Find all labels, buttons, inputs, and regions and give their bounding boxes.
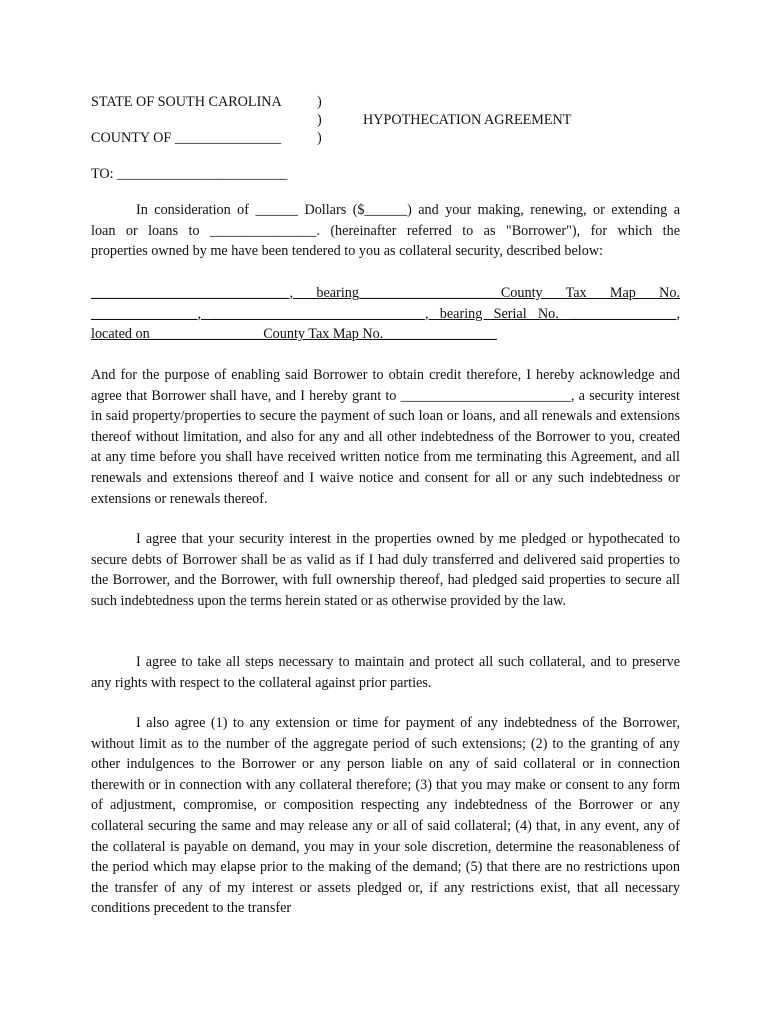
consideration-paragraph (91, 200, 680, 262)
property-description (91, 283, 680, 345)
caption-paren: ) (317, 94, 322, 110)
property-line: located on________________County Tax Map No.________________ (91, 326, 497, 343)
paragraph-agreements: I also agree (1) to any extension or time for payment of any indebtedness of the Borrower, without limit as to the number of the aggregate period of such extensions; (2) to the granting of any other indulgences to the Borrower or any person liable on any of said collateral or in connection therewith or in connection with any collateral therefore; (3) that you may make or consent to any form of adjustment, compromise, or composition respecting any indebtedness of the Borrower or any collateral securing the same and may release any or all of said collateral; (4) that, in any event, any of the collateral is payable on demand, you may in your sole discretion, determine the reasonableness of the period which may elapse prior to the making of the demand; (5) that there are no restrictions upon the transfer of any of my interest or assets pledged or, if any restrictions exist, that all necessary conditions precedent to the transfer (91, 715, 680, 917)
caption-paren: ) (317, 130, 322, 146)
to-line: TO: ________________________ (91, 166, 288, 182)
document-title: HYPOTHECATION AGREEMENT (363, 112, 572, 128)
property-line: ____________________________, bearing____________________County Tax Map No. (91, 285, 680, 301)
consideration-line: properties owned by me have been tendered to you as collateral security, described below: (91, 243, 604, 260)
consideration-line: In consideration of ______ Dollars ($______) and your making, renewing, or extending a (136, 202, 680, 218)
caption-paren: ) (317, 112, 322, 128)
consideration-line: loan or loans to _______________. (hereinafter referred to as "Borrower"), for which the (91, 222, 680, 239)
paragraph-maintain-collateral: I agree to take all steps necessary to maintain and protect all such collateral, and to preserve any rights with respect to the collateral against prior parties. (91, 654, 680, 691)
paragraph-security-interest: And for the purpose of enabling said Borrower to obtain credit therefore, I hereby acknowledge and agree that Borrower shall have, and I hereby grant to ________________________, a security interest in said property/properties to secure the payment of such loan or loans, and all renewals and extensions thereof without limitation, and also for any and all other indebtedness of the Borrower to you, created at any time before you shall have received written notice from me terminating this Agreement, and all renewals and extensions thereof and I waive notice and consent for all or any such indebtedness or extensions or renewals thereof. (91, 367, 680, 507)
paragraph-validity: I agree that your security interest in the properties owned by me pledged or hypothecated to secure debts of Borrower shall be as valid as if I had duly transferred and delivered said properties to the Borrower, and the Borrower, with full ownership thereof, had pledged said properties to secure all such indebtedness upon the terms herein stated or as otherwise provided by the law. (91, 531, 680, 609)
county-label: COUNTY OF _______________ (91, 130, 282, 146)
state-label: STATE OF SOUTH CAROLINA (91, 94, 282, 110)
property-line: _______________, ______________________________, bearing Serial No. _______________, (91, 305, 680, 322)
